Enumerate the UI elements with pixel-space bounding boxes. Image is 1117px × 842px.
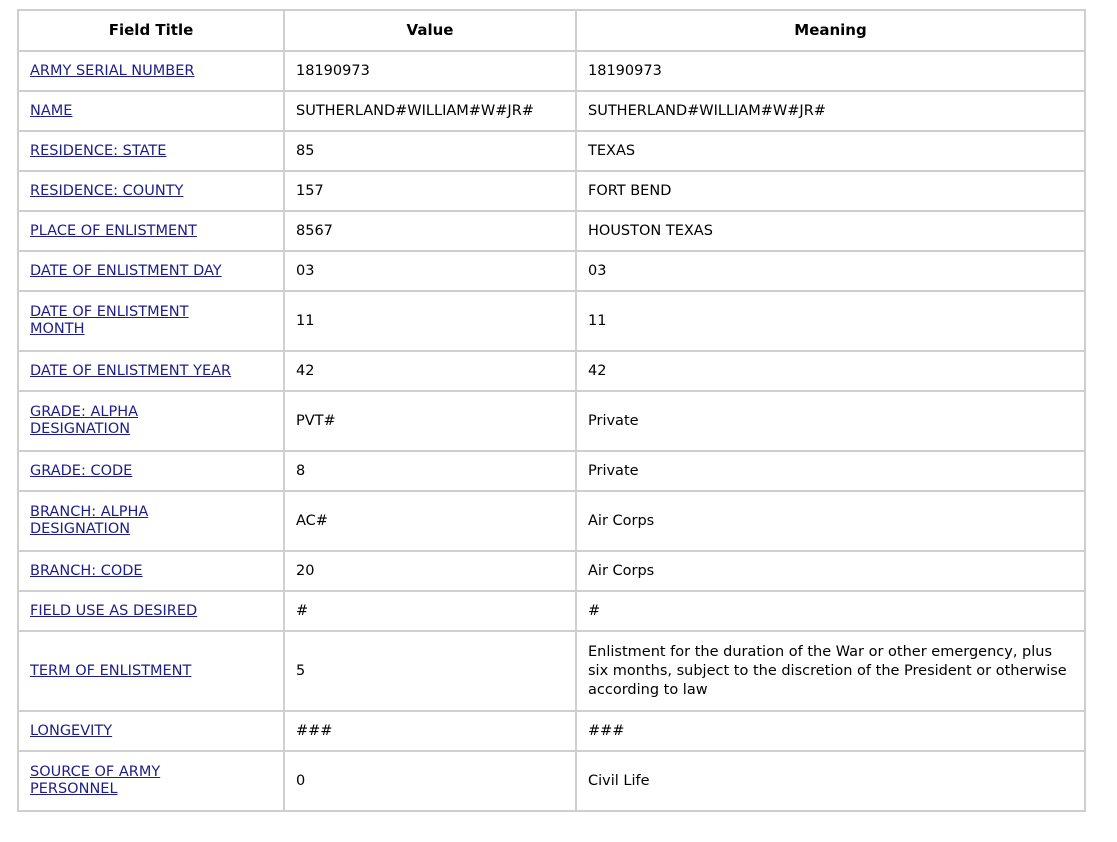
field-title-cell bbox=[18, 91, 284, 131]
value-cell: 5 bbox=[284, 631, 576, 711]
field-title-cell bbox=[18, 711, 284, 751]
field-title-link[interactable]: FIELD USE AS DESIRED bbox=[30, 602, 198, 619]
table-row bbox=[18, 351, 1085, 391]
field-title-cell bbox=[18, 551, 284, 591]
table-row bbox=[18, 251, 1085, 291]
field-title-cell bbox=[18, 491, 284, 551]
table-row bbox=[18, 391, 1085, 451]
field-title-cell bbox=[18, 351, 284, 391]
field-title-link[interactable]: DATE OF ENLISTMENT YEAR bbox=[30, 362, 232, 379]
field-title-link[interactable]: GRADE: ALPHA DESIGNATION bbox=[30, 403, 139, 437]
table-row bbox=[18, 711, 1085, 751]
value-cell: 11 bbox=[284, 291, 576, 351]
meaning-cell: Private bbox=[576, 451, 1085, 491]
meaning-cell: FORT BEND bbox=[576, 171, 1085, 211]
value-cell: 157 bbox=[284, 171, 576, 211]
field-title-link[interactable]: PLACE OF ENLISTMENT bbox=[30, 222, 197, 239]
table-row bbox=[18, 491, 1085, 551]
meaning-cell: Air Corps bbox=[576, 491, 1085, 551]
table-row bbox=[18, 91, 1085, 131]
field-title-cell bbox=[18, 131, 284, 171]
table-row bbox=[18, 291, 1085, 351]
field-title-link[interactable]: DATE OF ENLISTMENT MONTH bbox=[30, 303, 189, 337]
field-title-link[interactable]: GRADE: CODE bbox=[30, 462, 133, 479]
field-title-cell bbox=[18, 251, 284, 291]
field-title-cell bbox=[18, 631, 284, 711]
meaning-cell: HOUSTON TEXAS bbox=[576, 211, 1085, 251]
value-cell: 8 bbox=[284, 451, 576, 491]
meaning-cell: Civil Life bbox=[576, 751, 1085, 811]
meaning-cell: 18190973 bbox=[576, 51, 1085, 91]
value-cell: # bbox=[284, 591, 576, 631]
table-row bbox=[18, 211, 1085, 251]
field-title-cell bbox=[18, 751, 284, 811]
field-title-link[interactable]: BRANCH: CODE bbox=[30, 562, 143, 579]
field-title-cell bbox=[18, 211, 284, 251]
field-title-link[interactable]: RESIDENCE: STATE bbox=[30, 142, 167, 159]
meaning-cell: Enlistment for the duration of the War or other emergency, plus six months, subject to the discretion of the President or otherwise according to law bbox=[576, 631, 1085, 711]
enlistment-record-table bbox=[17, 9, 1086, 812]
value-cell: SUTHERLAND#WILLIAM#W#JR# bbox=[284, 91, 576, 131]
meaning-cell: 11 bbox=[576, 291, 1085, 351]
value-cell: 20 bbox=[284, 551, 576, 591]
field-title-link[interactable]: NAME bbox=[30, 102, 73, 119]
meaning-cell: Air Corps bbox=[576, 551, 1085, 591]
table-row bbox=[18, 751, 1085, 811]
field-title-link[interactable]: RESIDENCE: COUNTY bbox=[30, 182, 184, 199]
field-title-link[interactable]: ARMY SERIAL NUMBER bbox=[30, 62, 195, 79]
header-field-title: Field Title bbox=[18, 10, 284, 51]
table-row bbox=[18, 131, 1085, 171]
table-row bbox=[18, 631, 1085, 711]
field-title-cell bbox=[18, 291, 284, 351]
table-header-row bbox=[18, 10, 1085, 51]
meaning-cell: Private bbox=[576, 391, 1085, 451]
value-cell: 03 bbox=[284, 251, 576, 291]
table-row bbox=[18, 451, 1085, 491]
meaning-cell: # bbox=[576, 591, 1085, 631]
meaning-cell: TEXAS bbox=[576, 131, 1085, 171]
value-cell: AC# bbox=[284, 491, 576, 551]
header-meaning: Meaning bbox=[576, 10, 1085, 51]
meaning-cell: 03 bbox=[576, 251, 1085, 291]
table-row bbox=[18, 51, 1085, 91]
field-title-cell bbox=[18, 591, 284, 631]
table-row bbox=[18, 591, 1085, 631]
meaning-cell: ### bbox=[576, 711, 1085, 751]
field-title-cell bbox=[18, 451, 284, 491]
value-cell: 42 bbox=[284, 351, 576, 391]
field-title-link[interactable]: SOURCE OF ARMY PERSONNEL bbox=[30, 763, 161, 797]
table-row bbox=[18, 171, 1085, 211]
meaning-cell: SUTHERLAND#WILLIAM#W#JR# bbox=[576, 91, 1085, 131]
value-cell: ### bbox=[284, 711, 576, 751]
value-cell: 0 bbox=[284, 751, 576, 811]
value-cell: 8567 bbox=[284, 211, 576, 251]
meaning-cell: 42 bbox=[576, 351, 1085, 391]
field-title-cell bbox=[18, 171, 284, 211]
field-title-link[interactable]: BRANCH: ALPHA DESIGNATION bbox=[30, 503, 149, 537]
value-cell: 85 bbox=[284, 131, 576, 171]
field-title-link[interactable]: DATE OF ENLISTMENT DAY bbox=[30, 262, 222, 279]
field-title-link[interactable]: LONGEVITY bbox=[30, 722, 113, 739]
table-row bbox=[18, 551, 1085, 591]
field-title-cell bbox=[18, 51, 284, 91]
value-cell: 18190973 bbox=[284, 51, 576, 91]
value-cell: PVT# bbox=[284, 391, 576, 451]
field-title-cell bbox=[18, 391, 284, 451]
header-value: Value bbox=[284, 10, 576, 51]
field-title-link[interactable]: TERM OF ENLISTMENT bbox=[30, 662, 192, 679]
